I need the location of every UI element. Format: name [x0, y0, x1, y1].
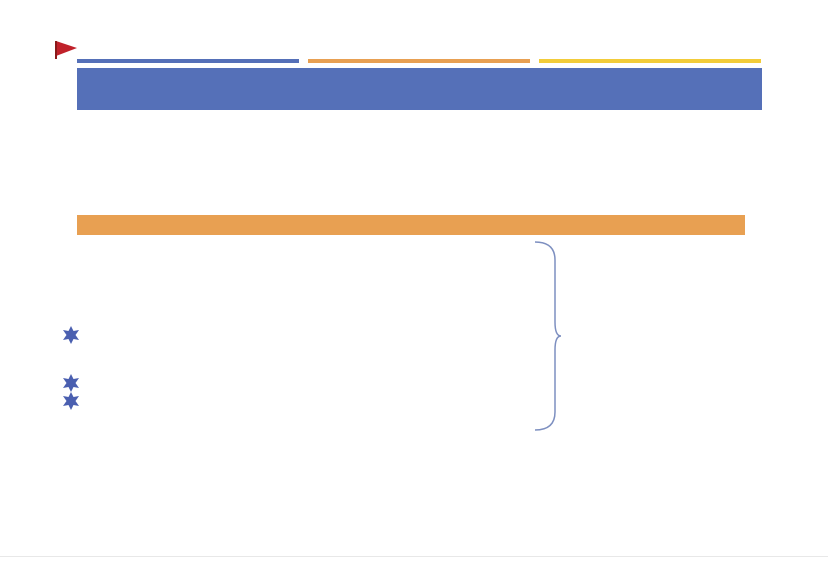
top-line-orange	[308, 59, 530, 63]
brace-icon	[533, 240, 563, 432]
star-icon	[61, 391, 81, 411]
star-icon	[61, 373, 81, 393]
divider	[0, 556, 828, 557]
medios-bar	[77, 215, 745, 235]
flag-icon	[55, 40, 79, 60]
title-banner	[77, 68, 762, 110]
top-line-blue	[77, 59, 299, 63]
top-line-yellow	[539, 59, 761, 63]
star-icon	[61, 325, 81, 345]
